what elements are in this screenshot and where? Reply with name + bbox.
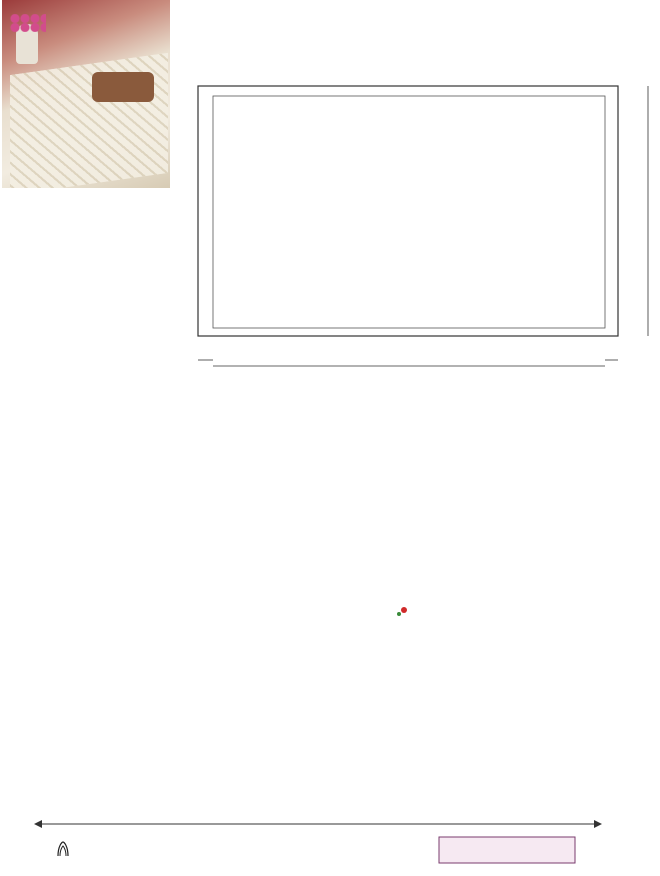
crochet-chart	[0, 380, 660, 840]
legend-symbol-icon	[56, 840, 70, 858]
sample-box-frame	[438, 836, 578, 866]
green-leaf-mark	[397, 612, 401, 616]
schematic-inner-border	[213, 96, 605, 328]
bedspread-schematic	[0, 0, 660, 400]
chart-base-arrowhead-right	[594, 820, 602, 828]
chart-base-arrowhead-left	[34, 820, 42, 828]
schematic-outer-border	[198, 86, 618, 336]
red-flower-mark	[401, 607, 407, 613]
